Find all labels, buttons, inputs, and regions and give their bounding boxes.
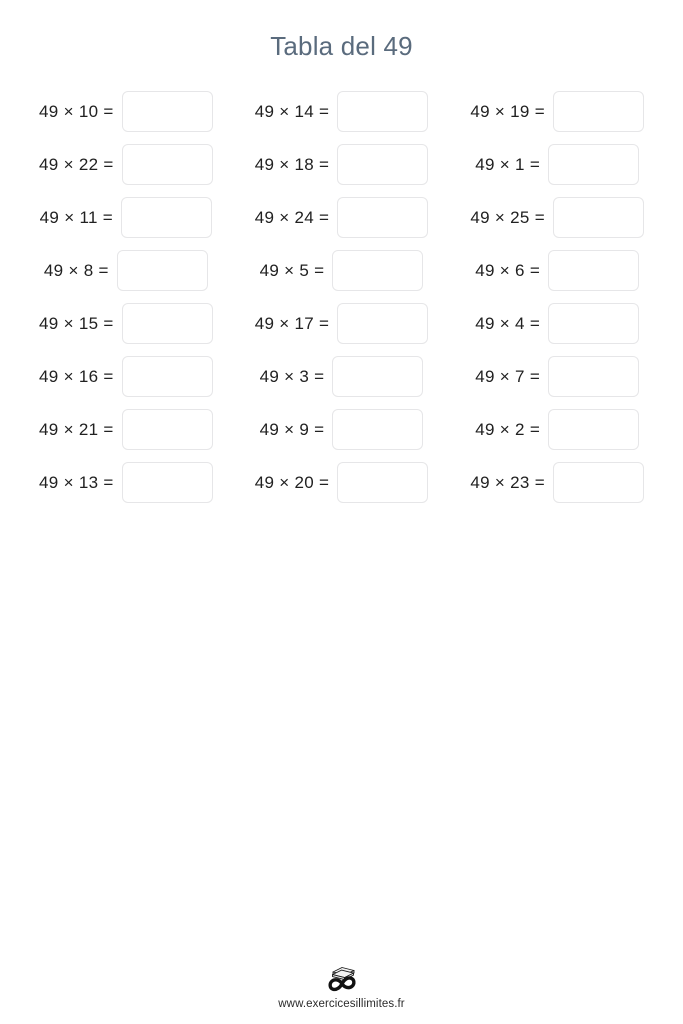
problem-expression: 49 × 14 = [254, 101, 330, 121]
problem-expression: 49 × 17 = [254, 313, 330, 333]
answer-input[interactable] [548, 356, 639, 397]
answer-input[interactable] [548, 409, 639, 450]
problem-row [234, 138, 450, 191]
problem-expression: 49 × 10 = [39, 101, 114, 121]
answer-input[interactable] [332, 409, 423, 450]
problem-row [18, 297, 234, 350]
problem-expression: 49 × 23 = [470, 472, 545, 492]
answer-input[interactable] [332, 250, 423, 291]
problem-row [449, 244, 665, 297]
problem-column-2 [234, 85, 450, 509]
answer-input[interactable] [548, 250, 639, 291]
problem-expression: 49 × 22 = [39, 154, 114, 174]
problem-expression: 49 × 5 = [259, 260, 325, 280]
problem-row [449, 403, 665, 456]
problem-row [449, 85, 665, 138]
problem-expression: 49 × 13 = [39, 472, 114, 492]
problem-row [449, 350, 665, 403]
answer-input[interactable] [548, 303, 639, 344]
problem-row [449, 138, 665, 191]
problem-expression: 49 × 24 = [254, 207, 330, 227]
answer-input[interactable] [122, 409, 213, 450]
problem-column-1 [18, 85, 234, 509]
books-infinity-logo-icon [320, 959, 364, 993]
problem-row [234, 244, 450, 297]
problem-row [18, 85, 234, 138]
problem-row [234, 403, 450, 456]
problem-expression: 49 × 20 = [254, 472, 330, 492]
problem-row [18, 138, 234, 191]
problem-expression: 49 × 18 = [254, 154, 330, 174]
answer-input[interactable] [122, 462, 213, 503]
problem-row [18, 191, 234, 244]
problem-column-3 [449, 85, 665, 509]
answer-input[interactable] [122, 144, 213, 185]
problem-expression: 49 × 16 = [39, 366, 114, 386]
answer-input[interactable] [332, 356, 423, 397]
page-title: Tabla del 49 [270, 31, 413, 61]
answer-input[interactable] [117, 250, 208, 291]
problem-row [449, 297, 665, 350]
footer [0, 959, 683, 1010]
answer-input[interactable] [337, 197, 428, 238]
problem-row [234, 85, 450, 138]
problem-expression: 49 × 11 = [39, 207, 113, 227]
answer-input[interactable] [122, 303, 213, 344]
problem-row [449, 456, 665, 509]
footer-url: www.exercicesillimites.fr [278, 998, 405, 1010]
answer-input[interactable] [121, 197, 212, 238]
problem-row [18, 350, 234, 403]
answer-input[interactable] [337, 91, 428, 132]
answer-input[interactable] [122, 91, 213, 132]
answer-input[interactable] [337, 303, 428, 344]
problem-expression: 49 × 8 = [43, 260, 109, 280]
problem-row [234, 350, 450, 403]
problem-expression: 49 × 6 = [475, 260, 541, 280]
problem-expression: 49 × 9 = [259, 419, 325, 439]
problem-expression: 49 × 4 = [475, 313, 541, 333]
problem-row [18, 456, 234, 509]
problem-expression: 49 × 19 = [470, 101, 545, 121]
problem-expression: 49 × 15 = [39, 313, 114, 333]
answer-input[interactable] [337, 144, 428, 185]
problem-row [234, 191, 450, 244]
problem-expression: 49 × 3 = [259, 366, 325, 386]
problem-expression: 49 × 7 = [475, 366, 541, 386]
problem-row [18, 403, 234, 456]
answer-input[interactable] [337, 462, 428, 503]
answer-input[interactable] [553, 462, 644, 503]
problem-row [234, 456, 450, 509]
problems-grid [0, 85, 683, 509]
problem-row [18, 244, 234, 297]
problem-expression: 49 × 1 = [475, 154, 541, 174]
problem-expression: 49 × 2 = [475, 419, 541, 439]
answer-input[interactable] [548, 144, 639, 185]
answer-input[interactable] [553, 197, 644, 238]
problem-row [234, 297, 450, 350]
problem-expression: 49 × 21 = [39, 419, 114, 439]
answer-input[interactable] [553, 91, 644, 132]
problem-expression: 49 × 25 = [470, 207, 545, 227]
problem-row [449, 191, 665, 244]
answer-input[interactable] [122, 356, 213, 397]
